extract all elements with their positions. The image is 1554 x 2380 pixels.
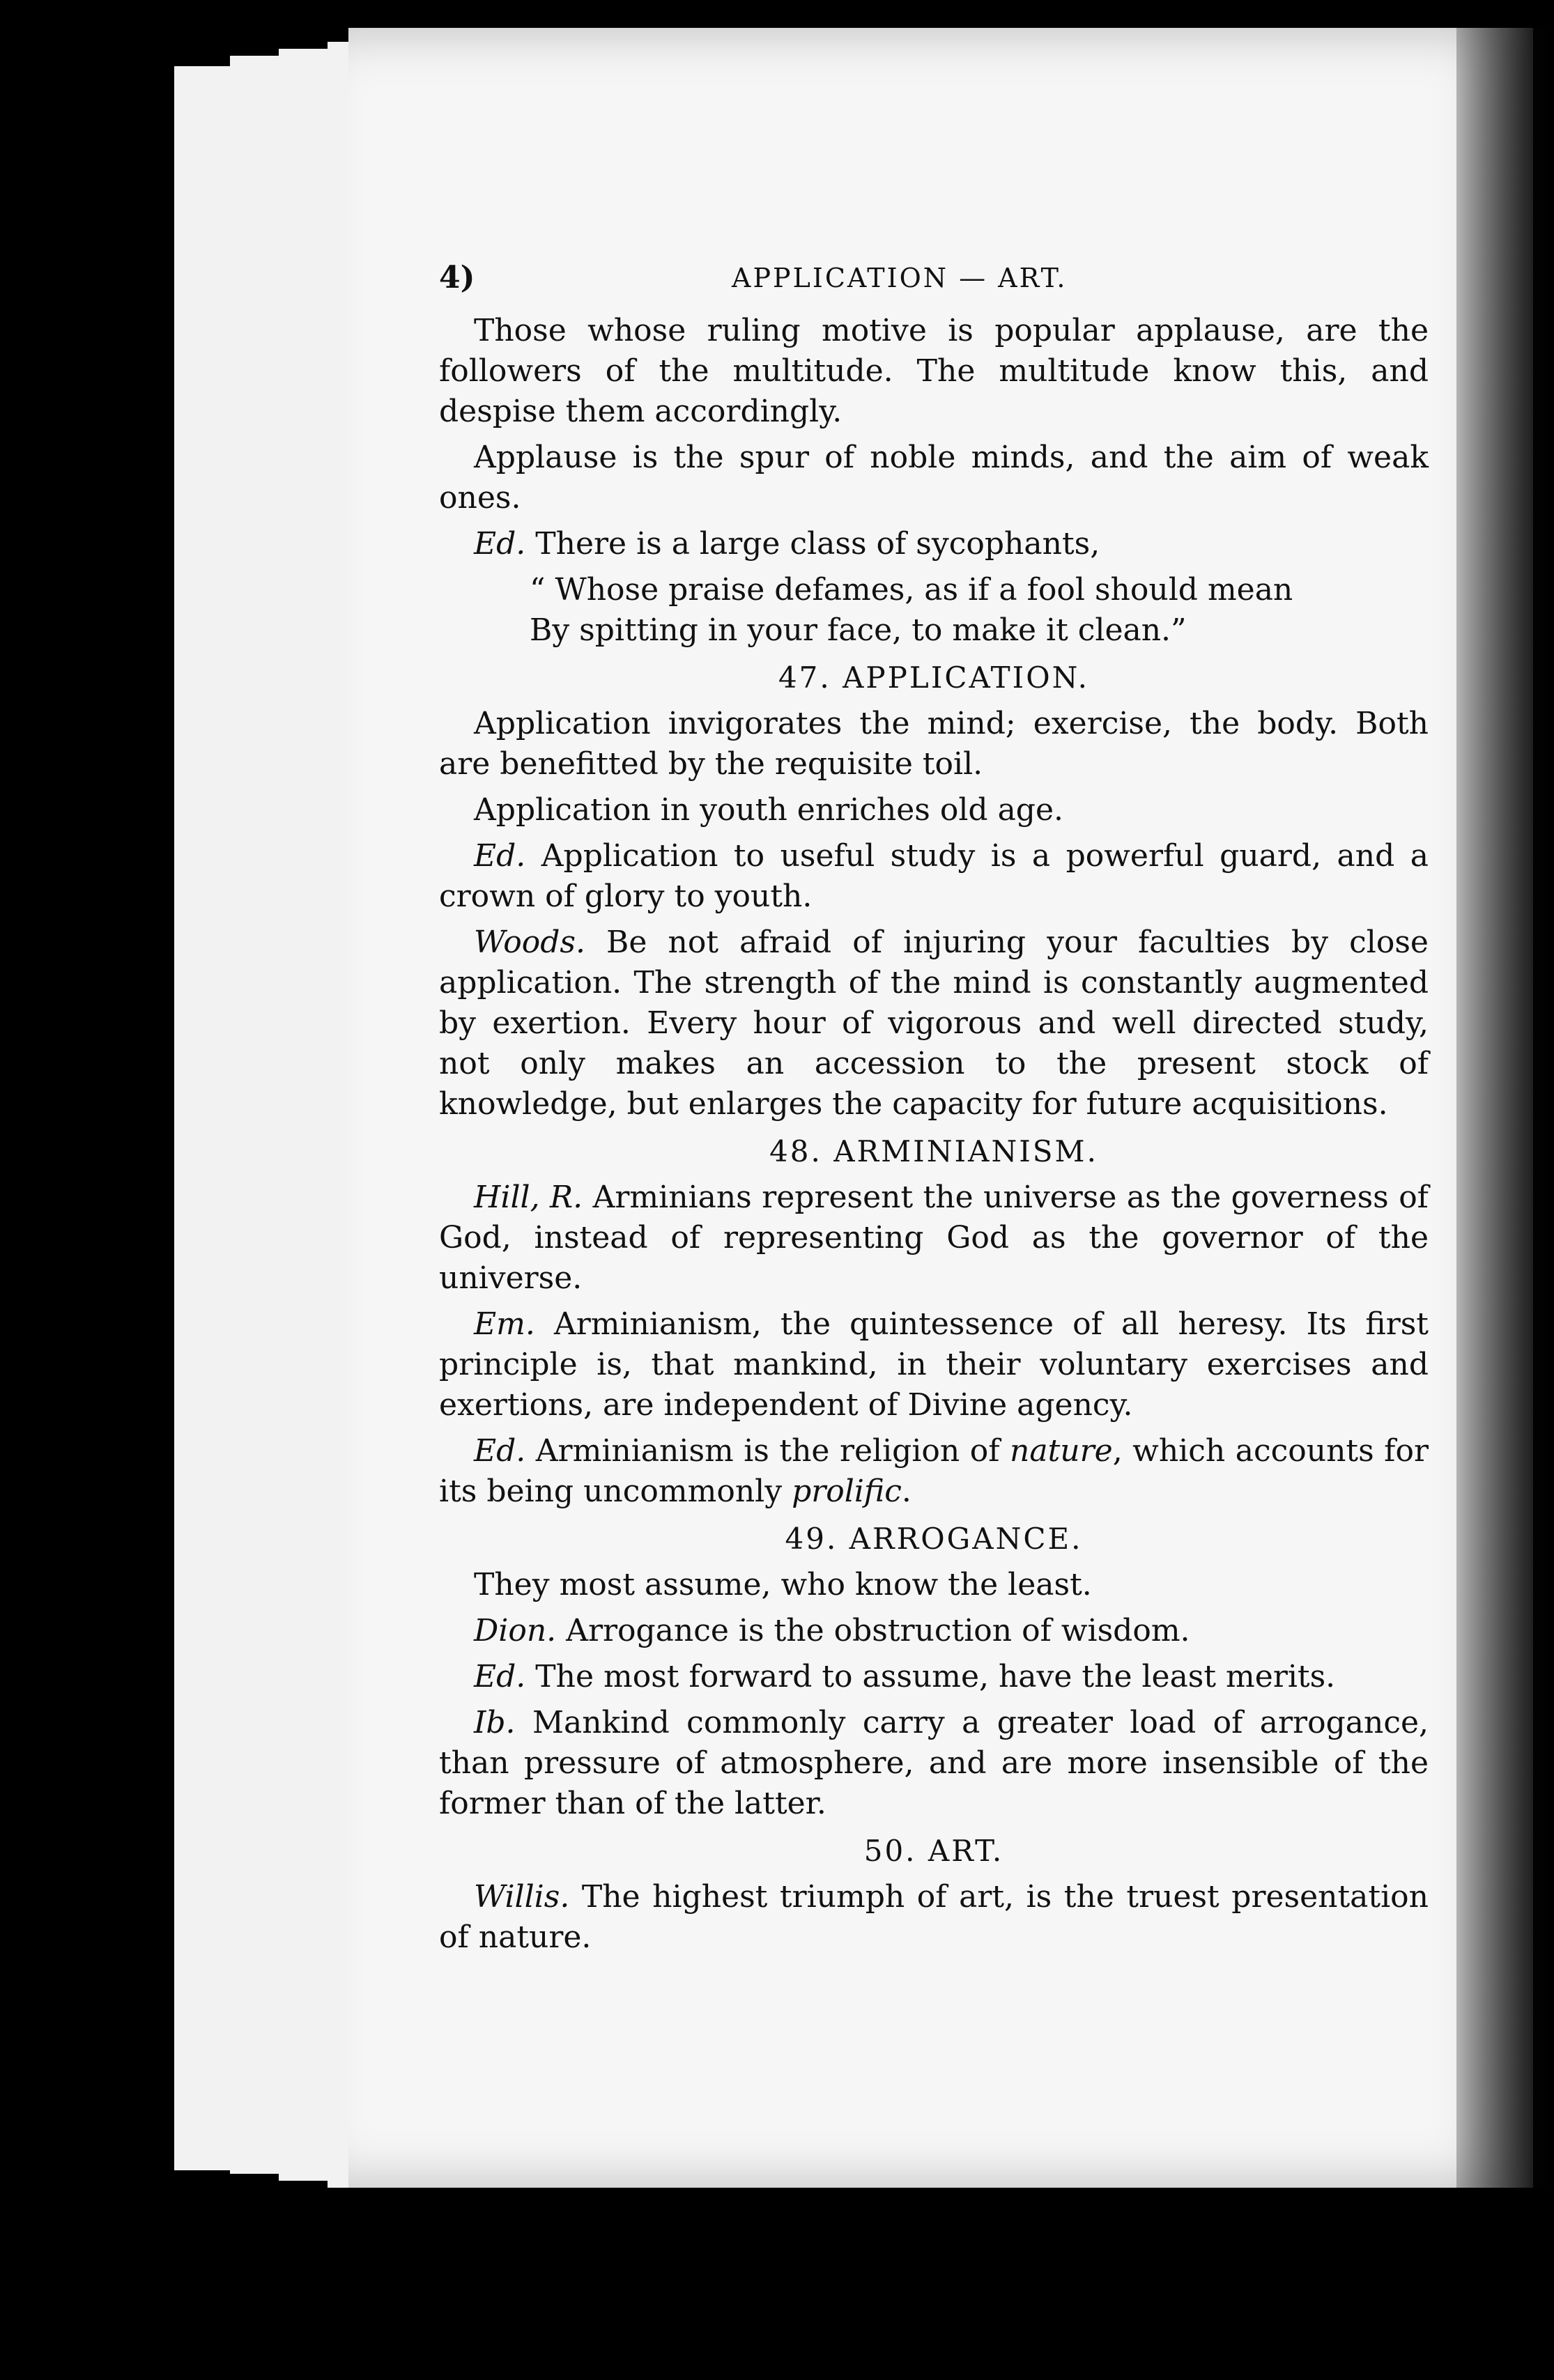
author-attribution: Dion. (474, 1613, 557, 1648)
verse-line: By spitting in your face, to make it clean.” (530, 612, 1187, 648)
body-text (439, 311, 1429, 1958)
page-content (439, 258, 1429, 1963)
running-head (439, 258, 1429, 307)
section-heading: 50. ART. (863, 1834, 1004, 1868)
author-attribution: Ed. (474, 1659, 526, 1694)
section-heading: 47. APPLICATION. (778, 660, 1090, 695)
paragraph-text: Arminianism is the religion of (535, 1433, 1010, 1469)
paragraph (439, 790, 1429, 830)
paragraph (439, 1657, 1429, 1697)
paragraph (439, 1565, 1429, 1605)
paragraph-text: The most forward to assume, have the least merits. (535, 1659, 1336, 1694)
section-heading: 49. ARROGANCE. (785, 1522, 1083, 1556)
binding-shadow (1456, 28, 1554, 2188)
paragraph-text: Arminians represent the universe as the governess of God, instead of representing God as the governor of the universe. (439, 1180, 1429, 1296)
paragraph-text: Application to useful study is a powerful guard, and a crown of glory to youth. (439, 838, 1429, 914)
author-attribution: Ib. (474, 1705, 516, 1740)
book-page (348, 28, 1533, 2188)
paragraph-text: Application in youth enriches old age. (474, 792, 1063, 828)
paragraph (439, 1431, 1429, 1512)
page-edge (279, 49, 332, 2181)
page-edge (174, 66, 234, 2170)
paragraph (439, 704, 1429, 785)
paragraph-text: There is a large class of sycophants, (535, 526, 1100, 562)
paragraph (439, 1304, 1429, 1425)
paragraph (439, 1703, 1429, 1824)
emphasized-text: prolific (792, 1474, 902, 1509)
author-attribution: Ed. (474, 526, 526, 562)
paragraph (439, 524, 1429, 564)
author-attribution: Em. (474, 1306, 535, 1342)
section-heading: 48. ARMINIANISM. (769, 1134, 1098, 1168)
paragraph-text: Those whose ruling motive is popular applause, are the followers of the multitude. The multitude know this, and despise them accordingly. (439, 313, 1429, 429)
paragraph (439, 311, 1429, 432)
author-attribution: Hill, R. (474, 1180, 583, 1215)
paragraph-text: . (901, 1474, 911, 1509)
paragraph (439, 1177, 1429, 1299)
paragraph-text: Be not afraid of injuring your faculties by close application. The strength of the mind is constantly augmented by exertion. Every hour of vigorous and well directed study, not only makes an accession to the present stock of knowledge, but enlarges the capacity for future acquisitions. (439, 925, 1429, 1122)
paragraph-text: Applause is the spur of noble minds, and the aim of weak ones. (439, 440, 1429, 516)
paragraph-text: They most assume, who know the least. (474, 1567, 1092, 1602)
paragraph (439, 922, 1429, 1125)
paragraph (439, 836, 1429, 917)
paragraph (439, 438, 1429, 518)
verse-line: “ Whose praise defames, as if a fool should mean (530, 572, 1293, 608)
paragraph (439, 1611, 1429, 1651)
page-edge (230, 56, 283, 2174)
author-attribution: Willis. (474, 1879, 570, 1915)
paragraph (439, 1877, 1429, 1958)
paragraph-text: , which accounts for its being uncommonly (439, 1433, 1429, 1509)
verse-quote (439, 570, 1429, 651)
author-attribution: Ed. (474, 1433, 526, 1469)
emphasized-text: nature (1010, 1433, 1113, 1469)
author-attribution: Woods. (474, 925, 585, 960)
paragraph-text: Mankind commonly carry a greater load of arrogance, than pressure of atmosphere, and are more insensible of the former than of the latter. (439, 1705, 1429, 1821)
page-number: 4) (439, 260, 475, 295)
author-attribution: Ed. (474, 838, 526, 874)
running-head-title: APPLICATION — ART. (732, 263, 1068, 293)
paragraph-text: Application invigorates the mind; exercise, the body. Both are benefitted by the requisite toil. (439, 706, 1429, 782)
paragraph-text: The highest triumph of art, is the truest presentation of nature. (439, 1879, 1429, 1955)
paragraph-text: Arminianism, the quintessence of all heresy. Its first principle is, that mankind, in their voluntary exercises and exertions, are independent of Divine agency. (439, 1306, 1429, 1423)
paragraph-text: Arrogance is the obstruction of wisdom. (566, 1613, 1190, 1648)
